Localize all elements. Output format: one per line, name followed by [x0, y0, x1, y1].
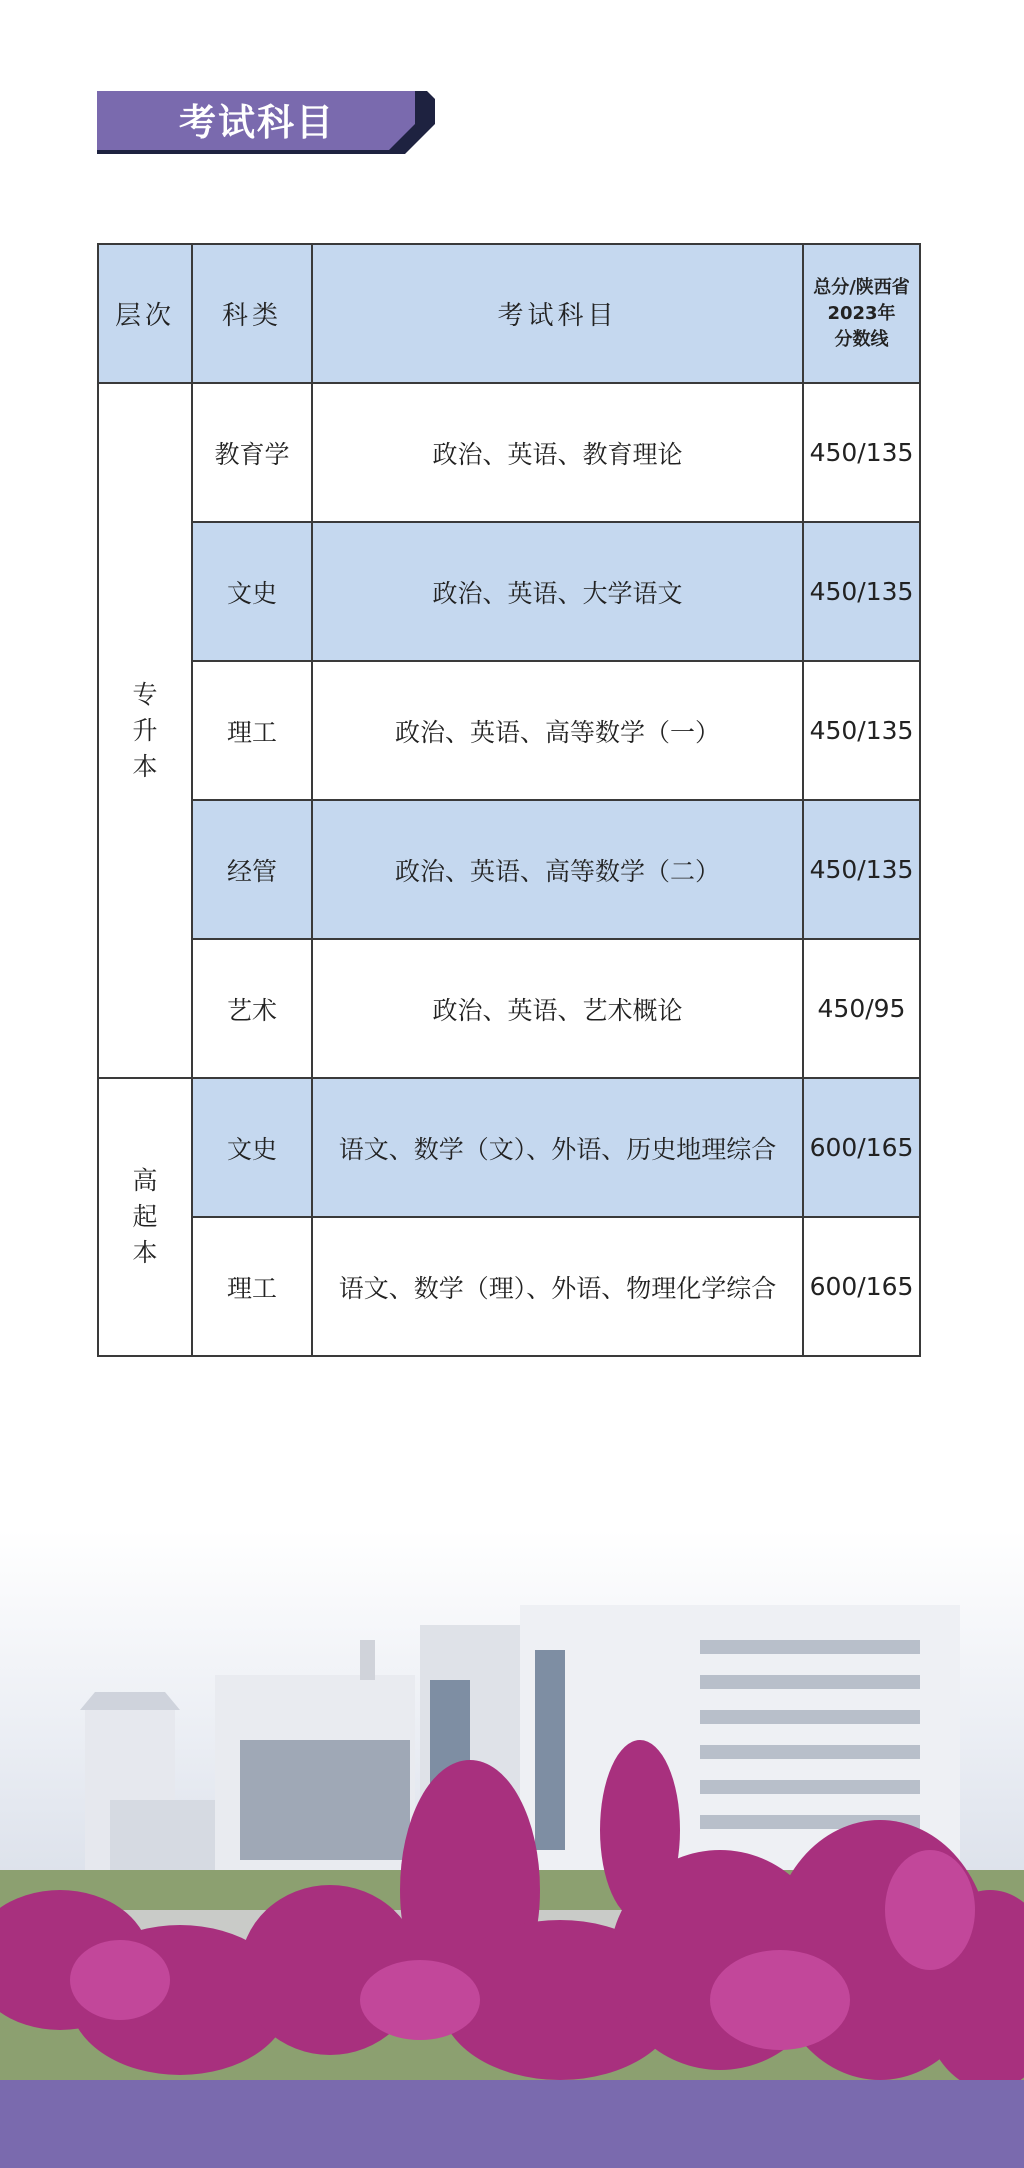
- category-cell: 经管: [192, 800, 312, 939]
- header-category: 科类: [192, 244, 312, 383]
- header-score-line: 分数线: [834, 328, 889, 350]
- category-cell: 理工: [192, 661, 312, 800]
- table-row: [98, 939, 920, 1078]
- subjects-cell: 语文、数学（理）、外语、物理化学综合: [312, 1217, 803, 1356]
- table-row: [98, 522, 920, 661]
- level-cell: [98, 1078, 192, 1356]
- exam-subjects-table: [97, 243, 921, 1357]
- footer-bar: [0, 2080, 1024, 2168]
- score-cell: 450/95: [803, 939, 920, 1078]
- header-score: [803, 244, 920, 383]
- table-row: [98, 1217, 920, 1356]
- score-cell: 600/165: [803, 1217, 920, 1356]
- category-cell: 理工: [192, 1217, 312, 1356]
- subjects-cell: 政治、英语、教育理论: [312, 383, 803, 522]
- section-banner: [97, 91, 435, 154]
- category-cell: 文史: [192, 1078, 312, 1217]
- score-cell: 450/135: [803, 800, 920, 939]
- header-level: 层次: [98, 244, 192, 383]
- subjects-cell: 政治、英语、高等数学（二）: [312, 800, 803, 939]
- subjects-cell: 政治、英语、艺术概论: [312, 939, 803, 1078]
- table-row: [98, 383, 920, 522]
- score-cell: 450/135: [803, 522, 920, 661]
- header-score-line: 2023年: [827, 302, 896, 324]
- subjects-cell: 语文、数学（文）、外语、历史地理综合: [312, 1078, 803, 1217]
- level-label: 专升本: [132, 679, 158, 781]
- table-row: [98, 1078, 920, 1217]
- subjects-cell: 政治、英语、高等数学（一）: [312, 661, 803, 800]
- table-row: [98, 661, 920, 800]
- category-cell: 艺术: [192, 939, 312, 1078]
- header-score-line: 总分/陕西省: [813, 276, 910, 298]
- score-cell: 450/135: [803, 383, 920, 522]
- campus-photo: [0, 1530, 1024, 2080]
- score-cell: 450/135: [803, 661, 920, 800]
- section-title: 考试科目: [179, 101, 335, 144]
- table-row: [98, 800, 920, 939]
- header-subjects: 考试科目: [312, 244, 803, 383]
- level-cell: [98, 383, 192, 1078]
- score-cell: 600/165: [803, 1078, 920, 1217]
- table-header-row: [98, 244, 920, 383]
- category-cell: 文史: [192, 522, 312, 661]
- category-cell: 教育学: [192, 383, 312, 522]
- subjects-cell: 政治、英语、大学语文: [312, 522, 803, 661]
- level-label: 高起本: [132, 1166, 158, 1267]
